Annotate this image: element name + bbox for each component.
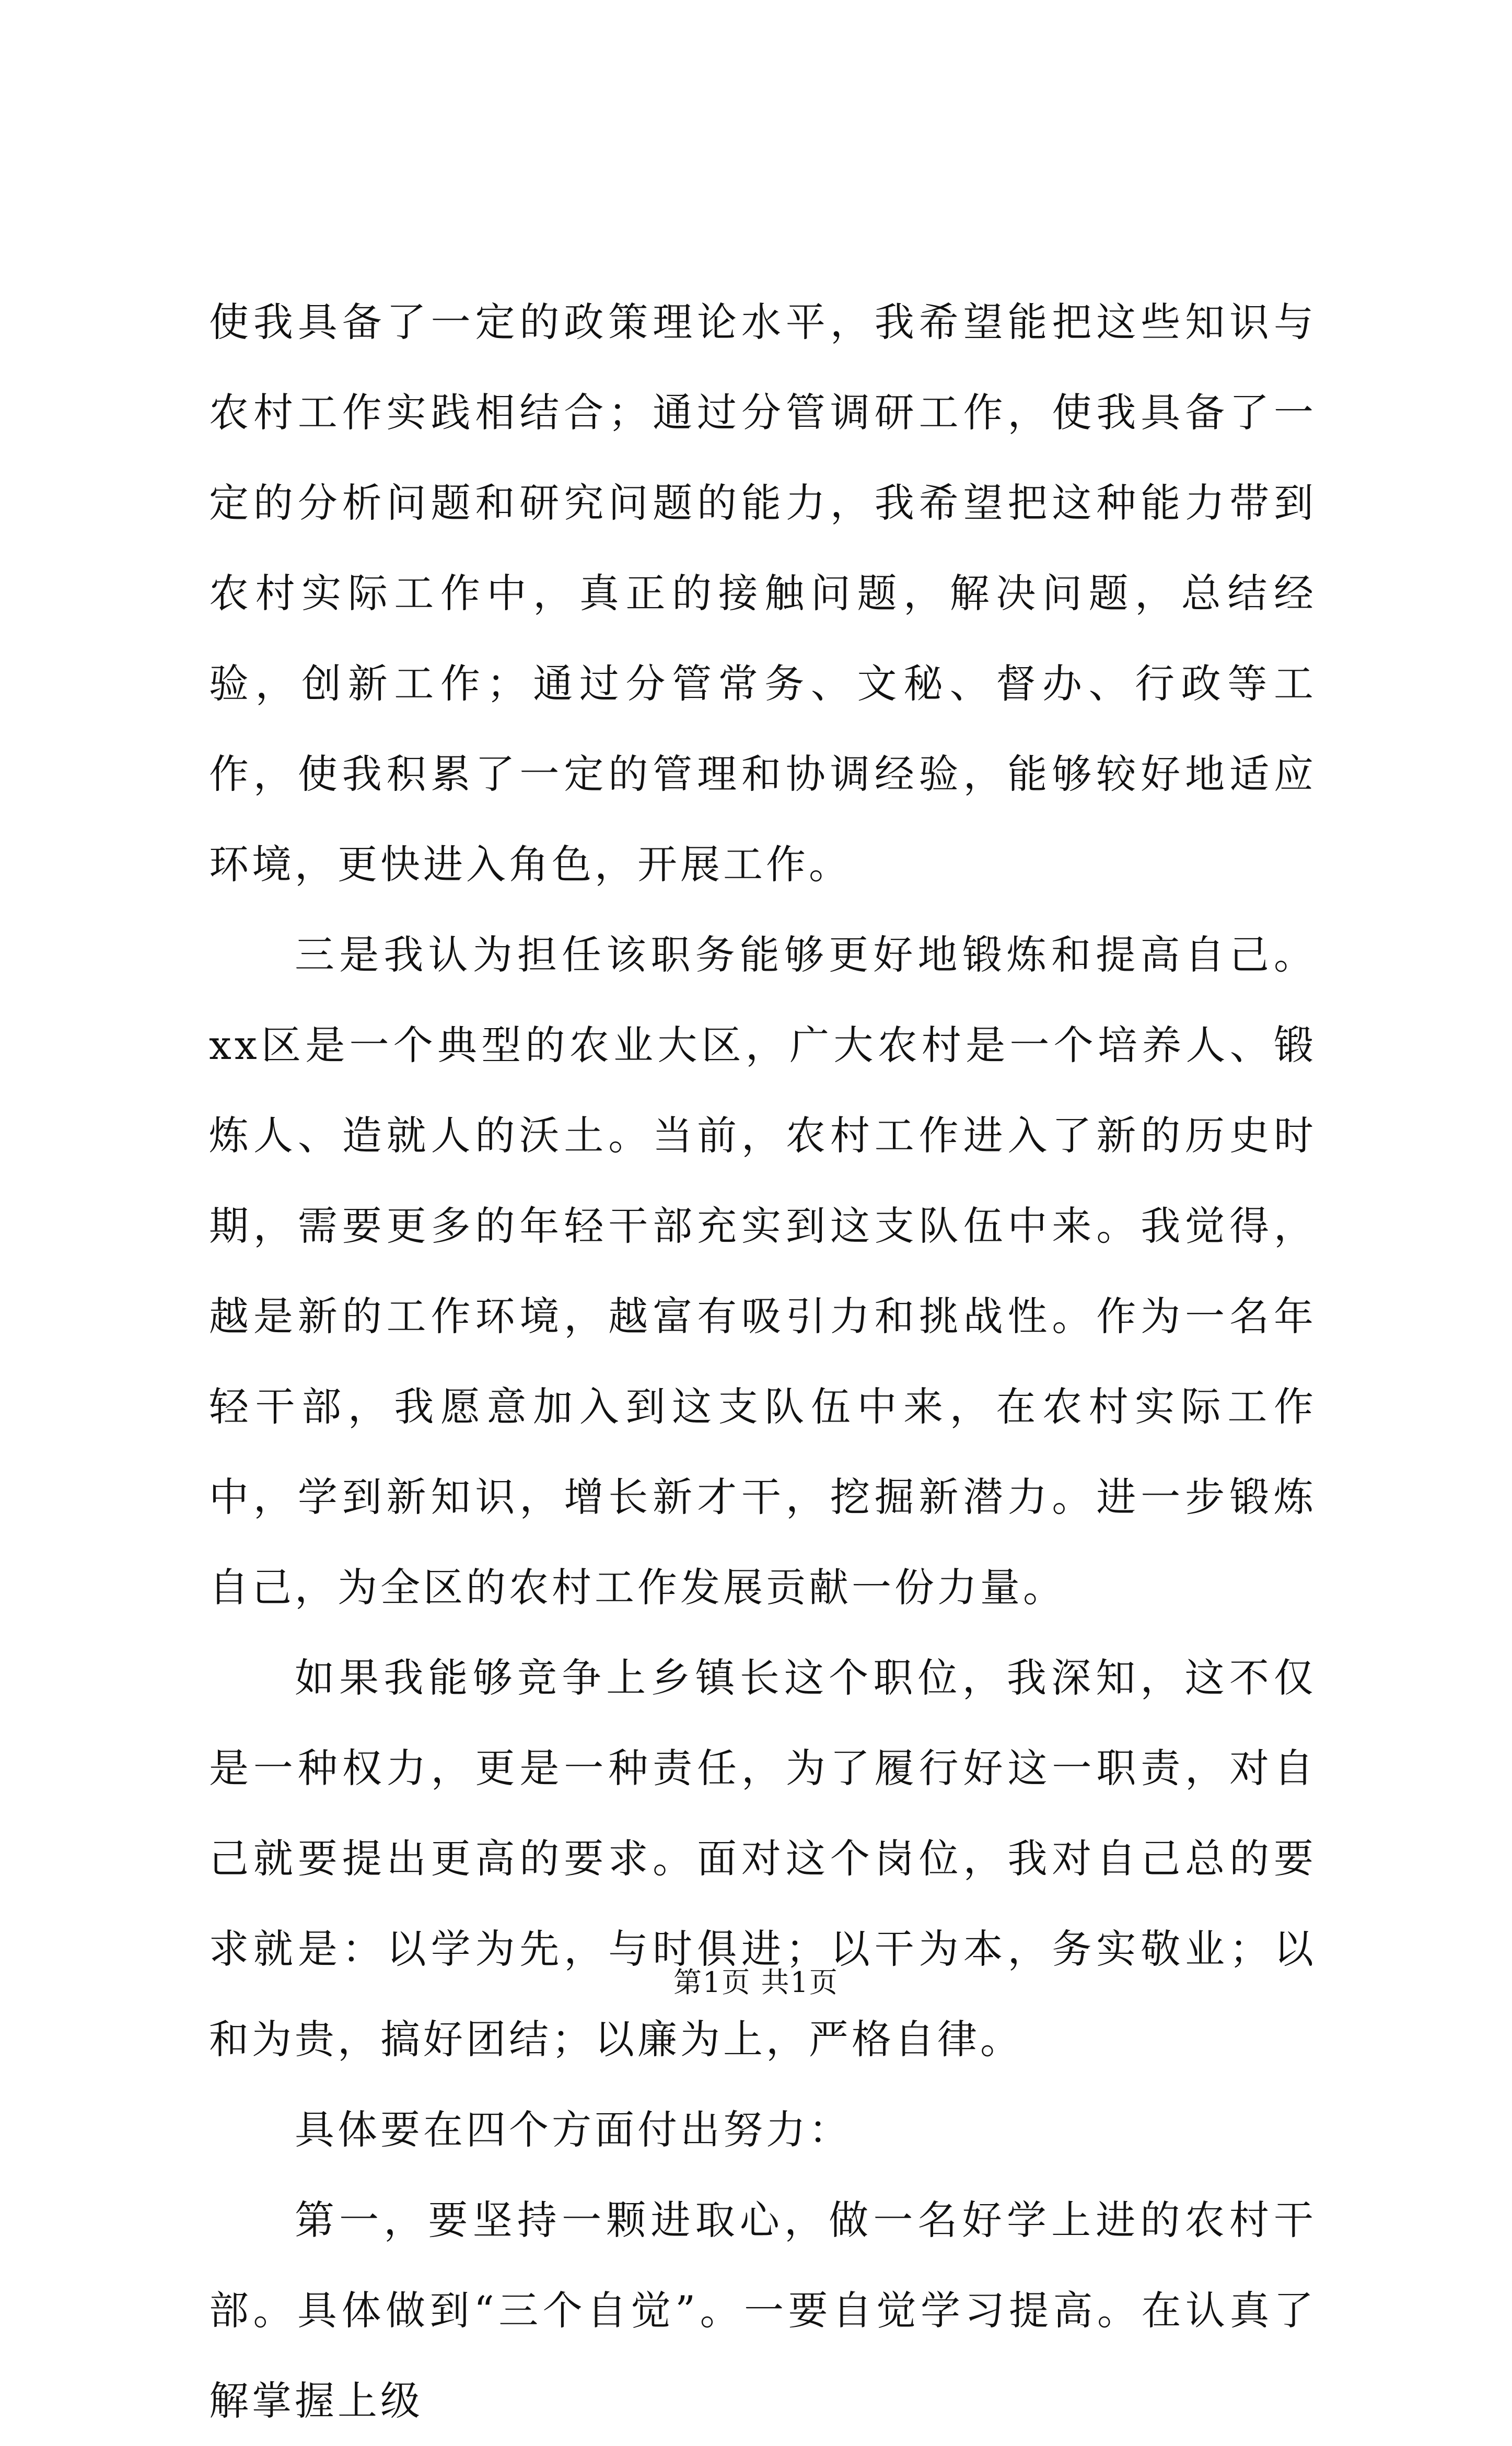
paragraph-3: 如果我能够竞争上乡镇长这个职位，我深知，这不仅是一种权力，更是一种责任，为了履行好这一职责，对自己就要提出更高的要求。面对这个岗位，我对自己总的要求就是：以学为先，与时俱进；以干为本，务实敬业；以和为贵，搞好团结；以廉为上，严格自律。 [209,1655,1317,2063]
paragraph-1: 使我具备了一定的政策理论水平，我希望能把这些知识与农村工作实践相结合；通过分管调研工作，使我具备了一定的分析问题和研究问题的能力，我希望把这种能力带到农村实际工作中，真正的接触问题，解决问题，总结经验，创新工作；通过分管常务、文秘、督办、行政等工作，使我积累了一定的管理和协调经验，能够较好地适应环境，更快进入角色，开展工作。 [209,299,1317,888]
page-footer: 第1页 共1页 [673,1966,839,1999]
paragraph-2: 三是我认为担任该职务能够更好地锻炼和提高自己。xx区是一个典型的农业大区，广大农村是一个培养人、锻炼人、造就人的沃土。当前，农村工作进入了新的历史时期，需要更多的年轻干部充实到这支队伍中来。我觉得，越是新的工作环境，越富有吸引力和挑战性。作为一名年轻干部，我愿意加入到这支队伍中来，在农村实际工作中，学到新知识，增长新才干，挖掘新潜力。进一步锻炼自己，为全区的农村工作发展贡献一份力量。 [209,931,1317,1611]
paragraph-5: 第一，要坚持一颗进取心，做一名好学上进的农村干部。具体做到“三个自觉”。一要自觉学习提高。在认真了解掌握上级 [209,2197,1317,2424]
document-body [209,277,1317,2446]
paragraph-4: 具体要在四个方面付出努力： [295,2106,852,2153]
